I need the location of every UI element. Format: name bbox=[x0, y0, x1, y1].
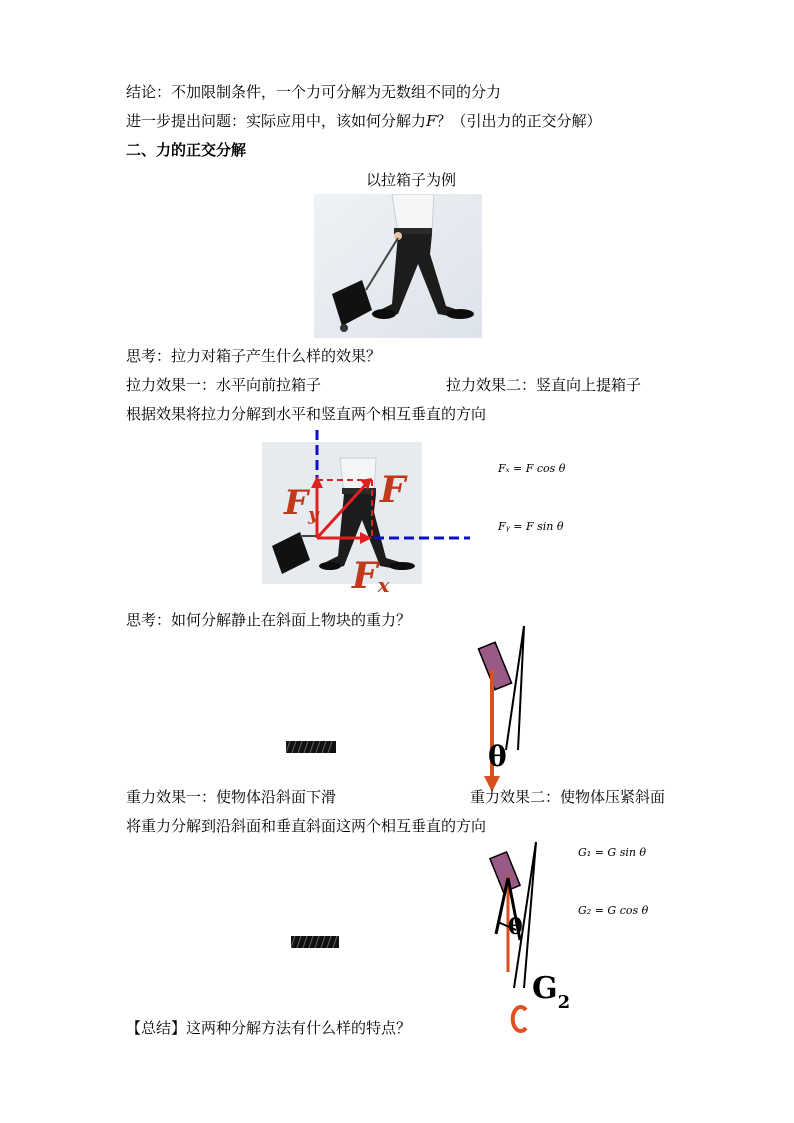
question-prefix: 进一步提出问题：实际应用中，该如何分解力 bbox=[126, 112, 427, 130]
formula-g2: G₂ = G cos θ bbox=[578, 904, 649, 917]
gravity-effect1-text: 重力效果一：使物体沿斜面下滑 bbox=[126, 788, 337, 806]
summary-text: 【总结】这两种分解方法有什么样的特点？ bbox=[126, 1019, 412, 1037]
gravity-effect2-text: 重力效果二：使物体压紧斜面 bbox=[470, 788, 666, 806]
question-suffix: ？（引出力的正交分解） bbox=[436, 112, 602, 130]
force-Fx-label: Fx bbox=[352, 555, 390, 597]
think1-text: 思考：拉力对箱子产生什么样的效果？ bbox=[126, 347, 382, 365]
pull-force-diagram bbox=[256, 428, 476, 598]
example-caption: 以拉箱子为例 bbox=[366, 171, 457, 189]
pull-effect2-text: 拉力效果二：竖直向上提箱子 bbox=[446, 376, 642, 394]
gravity-decompose-text: 将重力分解到沿斜面和垂直斜面这两个相互垂直的方向 bbox=[126, 817, 487, 835]
incline-decomposition-diagram bbox=[486, 838, 586, 1038]
incline-gravity-diagram bbox=[468, 622, 548, 792]
formula-g1: G₁ = G sin θ bbox=[578, 846, 647, 859]
theta-label: θ bbox=[488, 740, 507, 773]
hatch-mark-1 bbox=[286, 741, 336, 753]
pull-effect1-text: 拉力效果一：水平向前拉箱子 bbox=[126, 376, 322, 394]
question-text bbox=[126, 111, 601, 131]
G2-label: $G_2$ bbox=[532, 971, 571, 1013]
pull-decompose-text: 根据效果将拉力分解到水平和竖直两个相互垂直的方向 bbox=[126, 405, 487, 423]
think2-text: 思考：如何分解静止在斜面上物块的重力？ bbox=[126, 611, 412, 629]
section-heading: 二、力的正交分解 bbox=[126, 141, 247, 159]
theta-label-2: θ bbox=[508, 914, 523, 940]
force-Fy-label: Fy bbox=[284, 483, 319, 525]
conclusion-text: 结论：不加限制条件，一个力可分解为无数组不同的分力 bbox=[126, 83, 502, 101]
formula-fx: Fₓ = F cos θ bbox=[498, 462, 566, 475]
hatch-mark-2 bbox=[291, 936, 339, 948]
force-F-label: F bbox=[380, 469, 406, 511]
formula-fy: Fᵧ = F sin θ bbox=[498, 520, 564, 533]
suitcase-photo bbox=[314, 194, 482, 338]
question-var: F bbox=[426, 112, 437, 130]
